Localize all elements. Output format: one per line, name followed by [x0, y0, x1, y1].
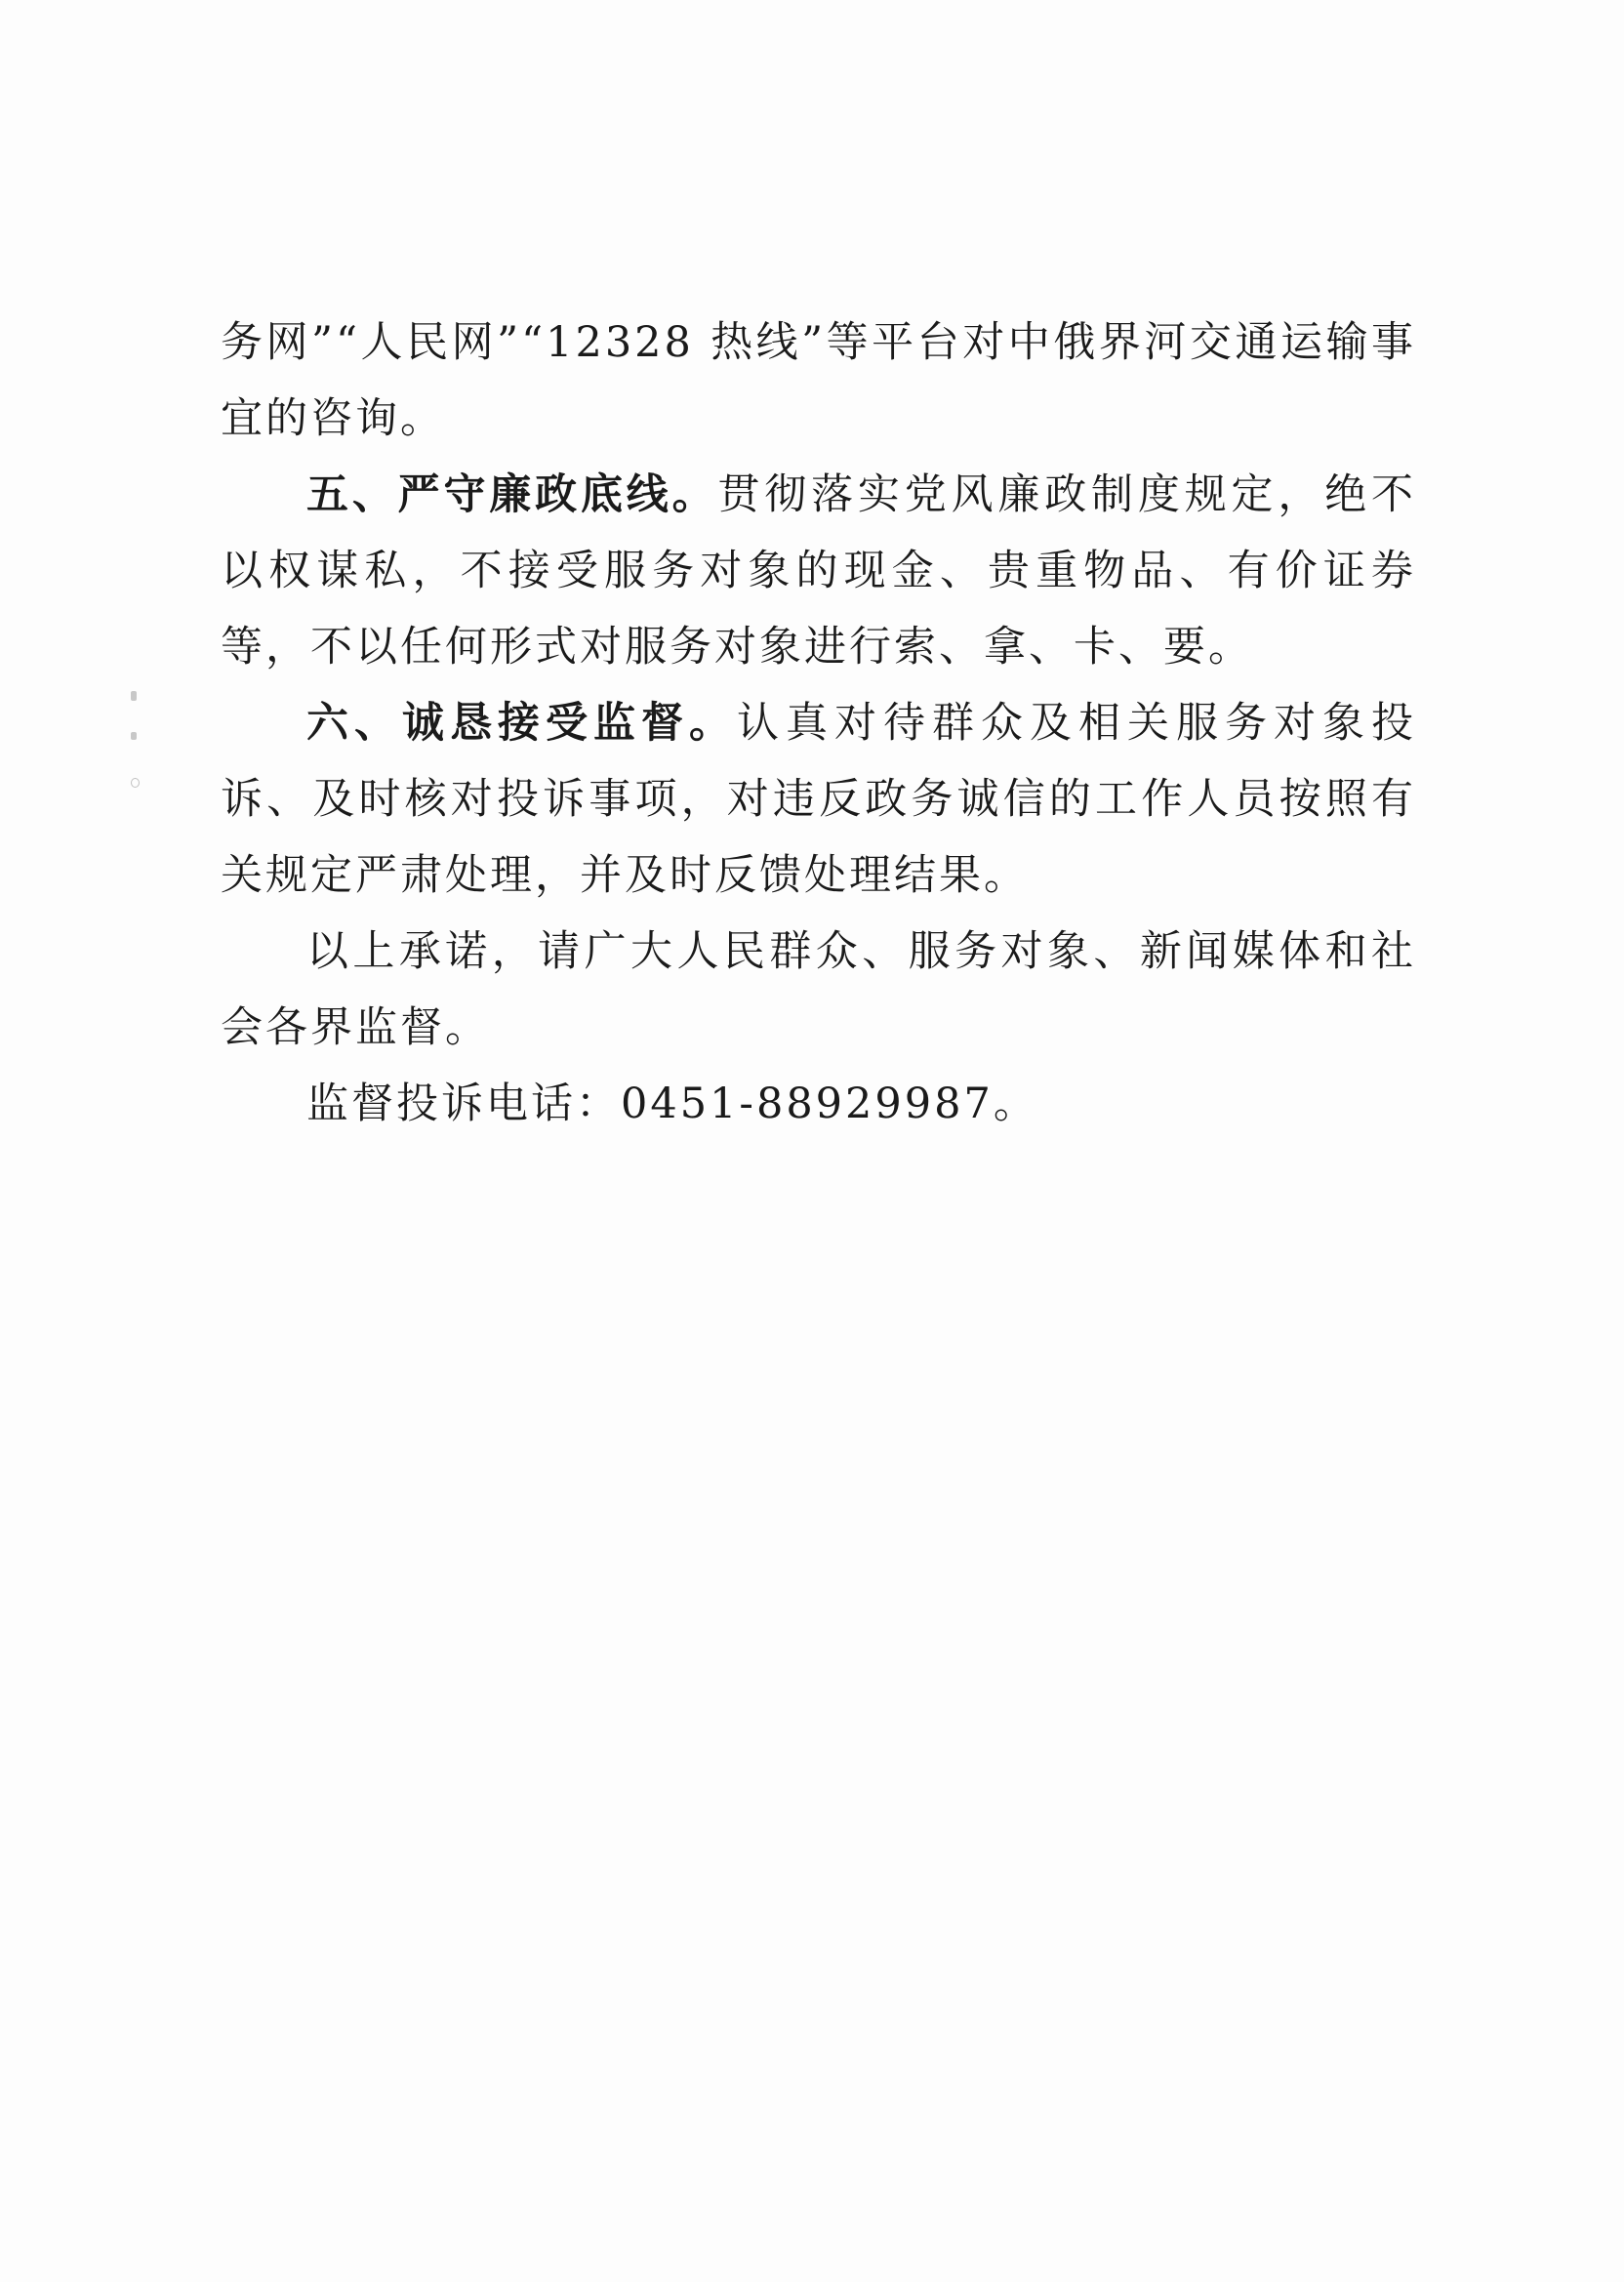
paragraph-text: 以上承诺，请广大人民群众、服务对象、新闻媒体和社会各界监督。: [221, 927, 1416, 1052]
section-heading: 六、诚恳接受监督。: [306, 699, 737, 748]
document-body: [221, 305, 1416, 1142]
paragraph-closing: [221, 914, 1416, 1066]
binding-hole-mark: [131, 778, 140, 788]
binding-hole-mark: [131, 691, 137, 701]
paragraph-supervision: [221, 685, 1416, 914]
paragraph-continuation: [221, 305, 1416, 457]
paragraph-text: 务网”“人民网”“12328 热线”等平台对中俄界河交通运输事宜的咨询。: [221, 318, 1416, 443]
section-heading: 五、严守廉政底线。: [306, 470, 718, 519]
hotline-text: 监督投诉电话：0451-88929987。: [306, 1080, 1038, 1128]
paragraph-text: 认真对待群众及相关服务对象投诉、及时核对投诉事项，对违反政务诚信的工作人员按照有关规定严肃处理，并及时反馈处理结果。: [221, 699, 1416, 900]
paragraph-integrity: [221, 457, 1416, 685]
binding-hole-mark: [131, 732, 137, 740]
paragraph-text: 贯彻落实党风廉政制度规定，绝不以权谋私，不接受服务对象的现金、贵重物品、有价证券等，不以任何形式对服务对象进行索、拿、卡、要。: [221, 470, 1417, 672]
paragraph-hotline: [221, 1066, 1416, 1142]
